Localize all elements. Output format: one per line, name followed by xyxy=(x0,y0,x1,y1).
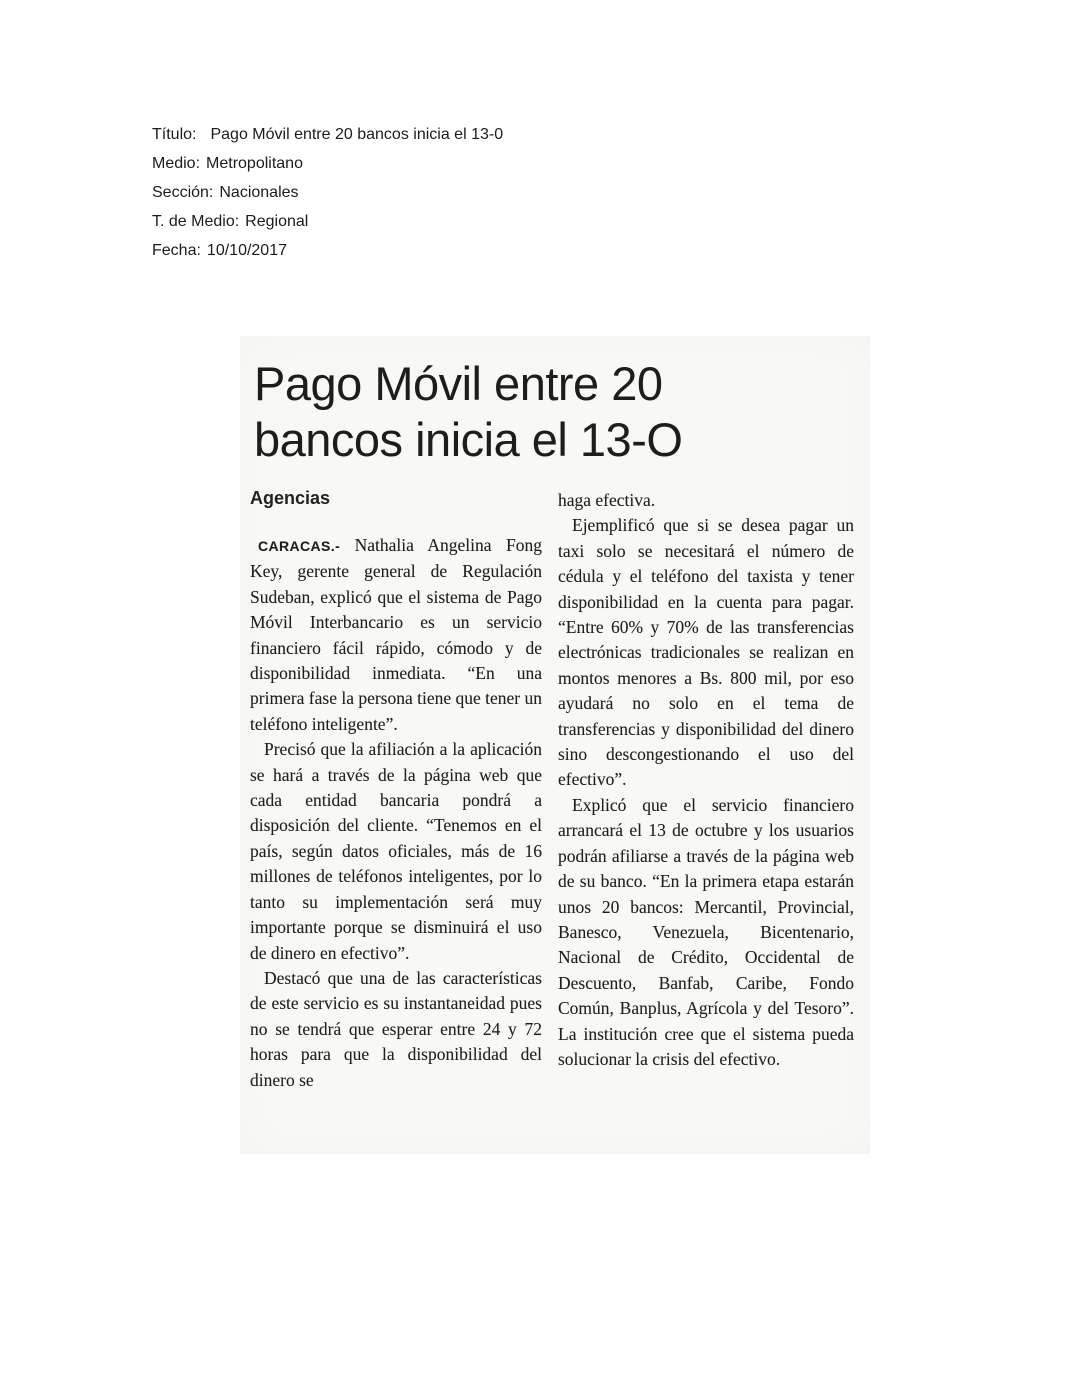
meta-row-fecha xyxy=(152,236,503,265)
paragraph-continuation: haga efectiva. xyxy=(558,490,656,510)
article-headline xyxy=(254,356,870,468)
article-columns xyxy=(250,488,862,1093)
meta-value-seccion: Nacionales xyxy=(219,184,299,201)
meta-value-medio: Metropolitano xyxy=(206,155,303,172)
news-clipping xyxy=(240,336,870,1154)
headline-line-2: bancos inicia el 13-O xyxy=(254,413,683,466)
meta-label-medio: Medio: xyxy=(152,155,201,172)
meta-value-titulo: Pago Móvil entre 20 bancos inicia el 13-0 xyxy=(210,126,504,143)
meta-label-seccion: Sección: xyxy=(152,184,214,201)
paragraph-caracas xyxy=(250,533,542,737)
meta-row-medio xyxy=(152,149,503,178)
article-column-1 xyxy=(250,488,542,1093)
dateline: CARACAS.- xyxy=(258,538,341,554)
headline-line-1: Pago Móvil entre 20 xyxy=(254,357,663,410)
paragraph-preciso: Precisó que la afiliación a la aplicación se hará a través de la página web que cada entidad bancaria pondrá a disposición del cliente. “Tenemos en el país, según datos oficiales, más de 16 millones de teléfonos inteligentes, por lo tanto su implementación será muy importante porque se disminuirá el uso de dinero en efectivo”. xyxy=(250,739,542,963)
article-column-2 xyxy=(558,488,854,1093)
meta-value-tipo-medio: Regional xyxy=(245,213,309,230)
meta-value-fecha: 10/10/2017 xyxy=(206,242,287,259)
meta-row-tipo-medio xyxy=(152,207,503,236)
meta-row-titulo xyxy=(152,120,503,149)
meta-row-seccion xyxy=(152,178,503,207)
meta-label-titulo: Título: xyxy=(152,126,197,143)
paragraph-ejemplifico: Ejemplificó que si se desea pagar un taxi solo se necesitará el número de cédula y el teléfono del taxista y tener disponibilidad en la cuenta para pagar. “Entre 60% y 70% de las transferencias electrónicas tradicionales se realizan en montos menores a Bs. 800 mil, por eso ayudará no solo en el tema de transferencias y disponibilidad del dinero sino descongestionando el uso del efectivo”. xyxy=(558,515,854,790)
paragraph-caracas-text: Nathalia Angelina Fong Key, gerente general de Regulación Sudeban, explicó que el sistema de Pago Móvil Interbancario es un servicio financiero fácil rápido, cómodo y de disponibilidad inmediata. “En una primera fase la persona tiene que tener un teléfono inteligente”. xyxy=(250,535,543,734)
paragraph-destaco: Destacó que una de las características de este servicio es su instantaneidad pues no se tendrá que esperar entre 24 y 72 horas para que la disponibilidad del dinero se xyxy=(250,967,542,1090)
article-byline: Agencias xyxy=(250,488,331,508)
meta-label-tipo-medio: T. de Medio: xyxy=(152,213,240,230)
meta-label-fecha: Fecha: xyxy=(152,242,201,259)
document-metadata xyxy=(152,120,503,265)
paragraph-explico: Explicó que el servicio financiero arrancará el 13 de octubre y los usuarios podrán afiliarse a través de la página web de su banco. “En la primera etapa estarán unos 20 bancos: Mercantil, Provincial, Banesco, Venezuela, Bicentenario, Nacional de Crédito, Occidental de Descuento, Banfab, Caribe, Fondo Común, Banplus, Agrícola y del Tesoro”. La institución cree que el sistema pueda solucionar la crisis del efectivo. xyxy=(558,794,854,1069)
